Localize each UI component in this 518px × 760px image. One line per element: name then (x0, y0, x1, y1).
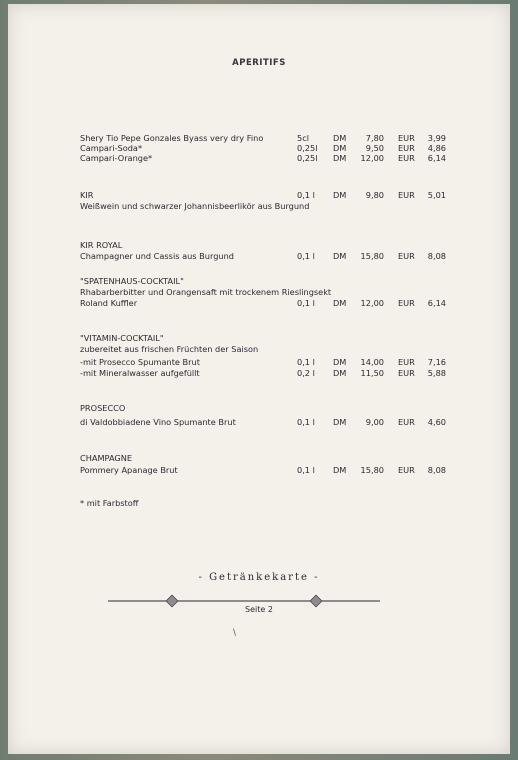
price-eur: 5,01 (427, 190, 446, 200)
currency-dm: DM (333, 465, 347, 475)
item-description: -mit Prosecco Spumante Brut (80, 357, 200, 367)
menu-row (8, 497, 510, 509)
price-eur: 7,16 (427, 357, 446, 367)
footer-title: - Getränkekarte - (198, 572, 320, 583)
menu-row (8, 464, 510, 476)
item-description: Roland Kuffler (80, 298, 138, 308)
small-mark: \ (233, 628, 237, 638)
currency-eur: EUR (398, 465, 415, 475)
menu-row (8, 200, 510, 212)
price-dm: 9,00 (365, 417, 384, 427)
item-description: KIR (80, 190, 94, 200)
item-description: "SPATENHAUS-COCKTAIL" (80, 276, 184, 286)
price-eur: 8,08 (427, 251, 446, 261)
currency-dm: DM (333, 251, 347, 261)
price-dm: 7,80 (365, 133, 384, 143)
item-description: zubereitet aus frischen Früchten der Saison (80, 344, 259, 354)
item-quantity: 0,25l (297, 153, 318, 163)
currency-eur: EUR (398, 190, 415, 200)
currency-eur: EUR (398, 368, 415, 378)
price-eur: 4,60 (427, 417, 446, 427)
item-description: Rhabarberbitter und Orangensaft mit trockenem Rieslingsekt (80, 287, 332, 297)
price-dm: 12,00 (360, 153, 384, 163)
item-description: Champagner und Cassis aus Burgund (80, 251, 234, 261)
item-quantity: 0,1 l (297, 251, 315, 261)
item-quantity: 0,1 l (297, 465, 315, 475)
currency-dm: DM (333, 190, 347, 200)
price-eur: 3,99 (427, 133, 446, 143)
currency-dm: DM (333, 143, 347, 153)
menu-row (8, 402, 510, 414)
currency-eur: EUR (398, 133, 415, 143)
section-title: APERITIFS (232, 58, 286, 68)
item-description: Pommery Apanage Brut (80, 465, 178, 475)
price-dm: 15,80 (360, 465, 384, 475)
currency-eur: EUR (398, 153, 415, 163)
item-description: -mit Mineralwasser aufgefüllt (80, 368, 200, 378)
price-dm: 9,80 (365, 190, 384, 200)
item-description: Campari-Soda* (80, 143, 143, 153)
item-quantity: 0,1 l (297, 298, 315, 308)
item-description: di Valdobbiadene Vino Spumante Brut (80, 417, 236, 427)
price-eur: 5,88 (427, 368, 446, 378)
item-description: CHAMPAGNE (80, 453, 133, 463)
item-description: PROSECCO (80, 403, 126, 413)
currency-eur: EUR (398, 417, 415, 427)
item-quantity: 0,25l (297, 143, 318, 153)
currency-dm: DM (333, 298, 347, 308)
item-description: * mit Farbstoff (80, 498, 139, 508)
currency-eur: EUR (398, 298, 415, 308)
item-quantity: 5cl (297, 133, 309, 143)
currency-eur: EUR (398, 251, 415, 261)
page-number: Seite 2 (245, 605, 273, 614)
currency-dm: DM (333, 133, 347, 143)
menu-row (8, 367, 510, 379)
price-dm: 14,00 (360, 357, 384, 367)
price-eur: 6,14 (427, 298, 446, 308)
item-description: "VITAMIN-COCKTAIL" (80, 333, 164, 343)
price-eur: 8,08 (427, 465, 446, 475)
price-eur: 4,86 (427, 143, 446, 153)
item-description: Weißwein und schwarzer Johannisbeerlikör aus Burgund (80, 201, 310, 211)
menu-row (8, 452, 510, 464)
menu-page (8, 4, 510, 754)
price-dm: 15,80 (360, 251, 384, 261)
currency-dm: DM (333, 153, 347, 163)
menu-row (8, 416, 510, 428)
item-quantity: 0,1 l (297, 357, 315, 367)
item-quantity: 0,1 l (297, 417, 315, 427)
item-description: Shery Tio Pepe Gonzales Byass very dry Fino (80, 133, 264, 143)
menu-row (8, 152, 510, 164)
currency-dm: DM (333, 368, 347, 378)
item-description: KIR ROYAL (80, 240, 123, 250)
price-dm: 9,50 (365, 143, 384, 153)
price-dm: 11,50 (360, 368, 384, 378)
currency-eur: EUR (398, 357, 415, 367)
menu-row (8, 297, 510, 309)
currency-dm: DM (333, 357, 347, 367)
item-description: Campari-Orange* (80, 153, 153, 163)
item-quantity: 0,1 l (297, 190, 315, 200)
price-eur: 6,14 (427, 153, 446, 163)
currency-eur: EUR (398, 143, 415, 153)
menu-row (8, 343, 510, 355)
item-quantity: 0,2 l (297, 368, 315, 378)
price-dm: 12,00 (360, 298, 384, 308)
menu-row (8, 250, 510, 262)
currency-dm: DM (333, 417, 347, 427)
